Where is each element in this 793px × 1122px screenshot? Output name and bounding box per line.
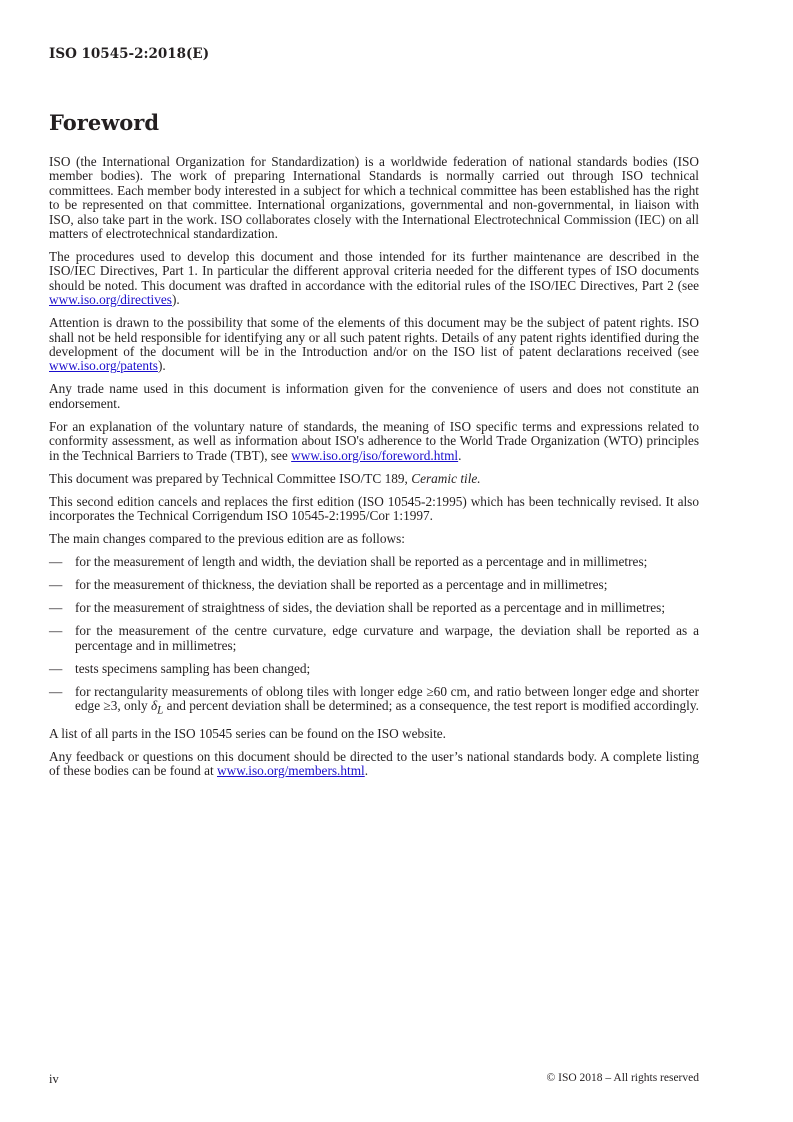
list-item: — tests specimens sampling has been changed; [49, 660, 311, 676]
list-item: — for rectangularity measurements of oblong tiles with longer edge ≥60 cm, and ratio between longer edge and shorter edge ≥3, only $\delta_L$ and percent deviation shall be determined; as a consequence, the test report is modified accordingly. [49, 683, 699, 717]
paragraph-edition: This second edition cancels and replaces the first edition (ISO 10545-2:1995) which has been technically revised. It also incorporates the Technical Corrigendum ISO 10545-2:1995/Cor 1:1997. [49, 493, 699, 524]
foreword-link[interactable]: www.iso.org/iso/foreword.html [291, 447, 459, 463]
paragraph-series-list: A list of all parts in the ISO 10545 series can be found on the ISO website. [49, 725, 446, 741]
dash-bullet: — [49, 577, 63, 593]
paragraph-committee: This document was prepared by Technical Committee ISO/TC 189, Ceramic tile. [49, 470, 481, 486]
copyright-notice: © ISO 2018 – All rights reserved [546, 1072, 699, 1084]
patents-link[interactable]: www.iso.org/patents [49, 358, 158, 374]
paragraph-main-changes: The main changes compared to the previous edition are as follows: [49, 531, 405, 547]
dash-bullet: — [49, 660, 63, 676]
changes-list [49, 555, 699, 718]
dash-bullet: — [49, 600, 63, 616]
list-item: — for the measurement of length and width, the deviation shall be reported as a percentage and in millimetres; [49, 554, 648, 570]
directives-link[interactable]: www.iso.org/directives [49, 292, 172, 308]
document-id: ISO 10545-2:2018(E) [49, 46, 210, 62]
paragraph-trade-name: Any trade name used in this document is information given for the convenience of users and does not constitute an endorsement. [49, 381, 699, 411]
paragraph-patents: Attention is drawn to the possibility that some of the elements of this document may be the subject of patent rights. ISO shall not be held responsible for identifying any or all such patent rights. Details of any patent rights identified during the development of the document will be in the Introduction and/or on the ISO list of patent declarations received (see www.iso.org/patents). [49, 315, 699, 374]
paragraph-iso-intro: ISO (the International Organization for Standardization) is a worldwide federation of national standards bodies (ISO member bodies). The work of preparing International Standards is normally carried out through ISO technical committees. Each member body interested in a subject for which a technical committee has been established has the right to be represented on that committee. International organizations, governmental and non-governmental, in liaison with ISO, also take part in the work. ISO collaborates closely with the International Electrotechnical Commission (IEC) on all matters of electrotechnical standardization. [49, 154, 699, 242]
list-item: — for the measurement of thickness, the deviation shall be reported as a percentage and in millimetres; [49, 577, 608, 593]
page-title: Foreword [49, 110, 160, 135]
list-item: — for the measurement of the centre curvature, edge curvature and warpage, the deviation shall be reported as a percentage and in millimetres; [49, 623, 699, 653]
paragraph-feedback: Any feedback or questions on this document should be directed to the user’s national standards body. A complete listing of these bodies can be found at www.iso.org/members.html. [49, 748, 699, 778]
foreword-body [49, 155, 699, 787]
dash-bullet: — [49, 683, 63, 699]
paragraph-voluntary-nature: For an explanation of the voluntary nature of standards, the meaning of ISO specific terms and expressions related to conformity assessment, as well as information about ISO's adherence to the World Trade Organization (WTO) principles in the Technical Barriers to Trade (TBT), see www.iso.org/iso/foreword.html. [49, 418, 699, 463]
dash-bullet: — [49, 554, 63, 570]
list-item: — for the measurement of straightness of sides, the deviation shall be reported as a percentage and in millimetres; [49, 600, 666, 616]
members-link[interactable]: www.iso.org/members.html [217, 762, 365, 778]
paragraph-procedures: The procedures used to develop this document and those intended for its further maintenance are described in the ISO/IEC Directives, Part 1. In particular the different approval criteria needed for the different types of ISO documents should be noted. This document was drafted in accordance with the editorial rules of the ISO/IEC Directives, Part 2 (see www.iso.org/directives). [49, 249, 699, 308]
dash-bullet: — [49, 623, 63, 639]
page-number: iv [49, 1072, 59, 1086]
delta-l-symbol: $\delta_L$ [150, 697, 164, 717]
